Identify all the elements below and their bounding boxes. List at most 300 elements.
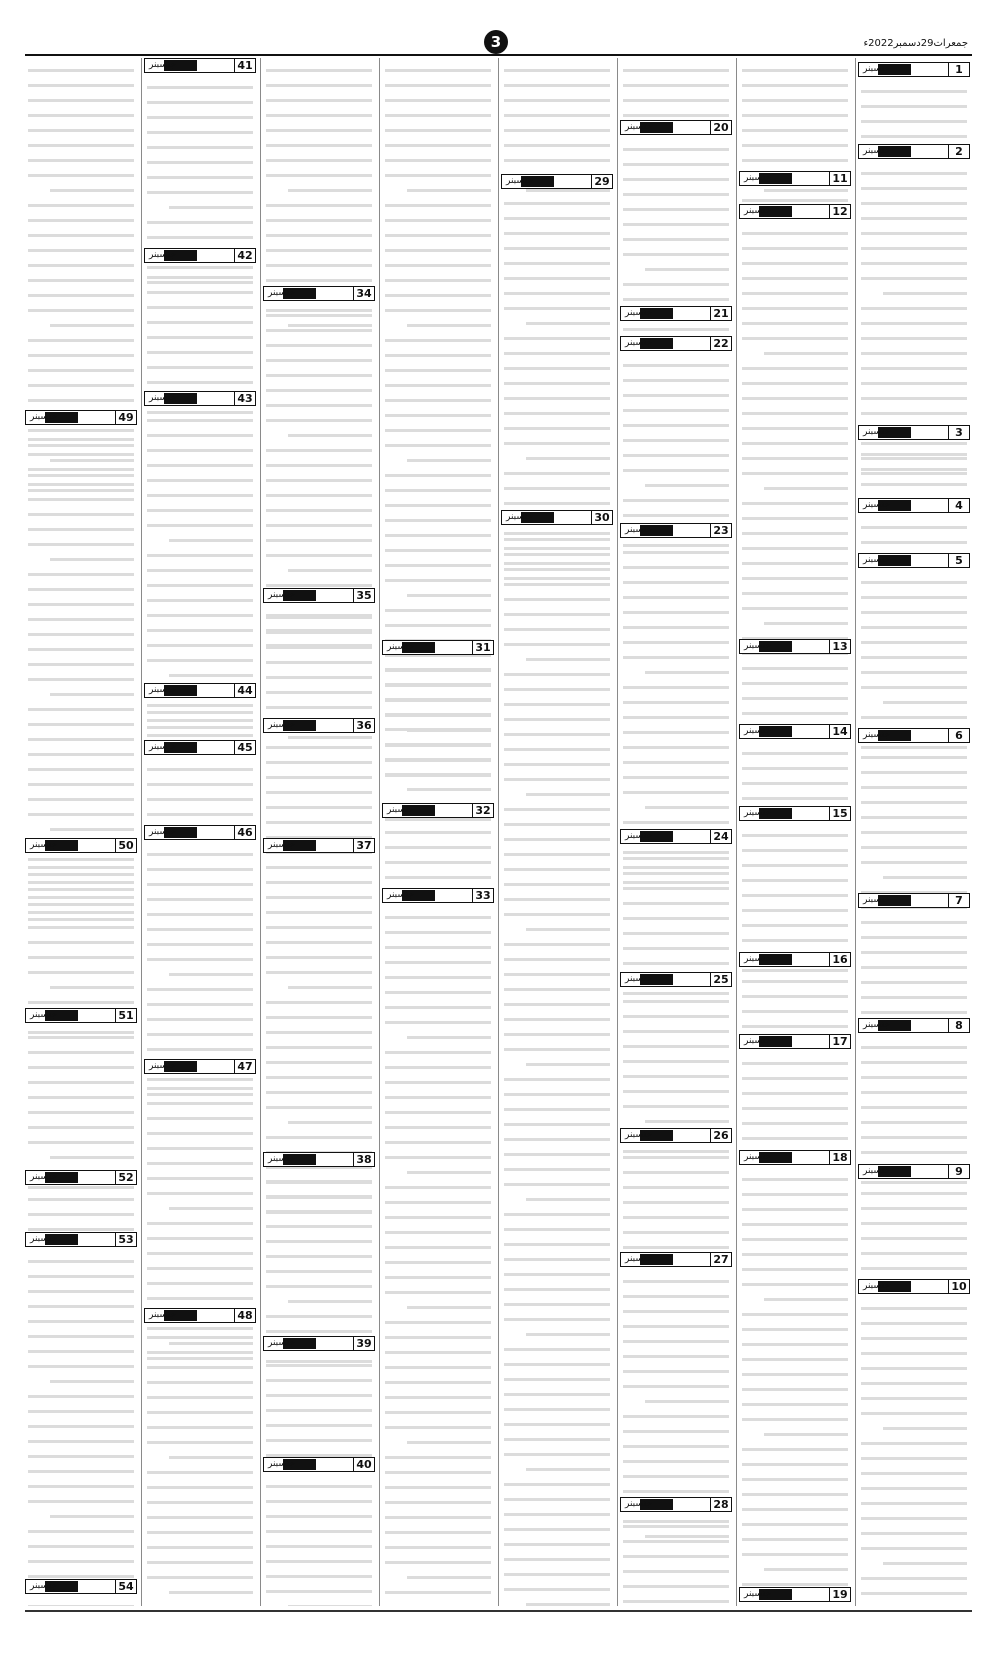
text-line [28, 75, 134, 87]
text-line [50, 819, 134, 831]
text-line [861, 617, 967, 629]
text-line [742, 1053, 848, 1065]
notice-heading [263, 588, 375, 603]
text-line [385, 1387, 491, 1399]
text-line [861, 193, 967, 205]
text-line [28, 1596, 134, 1606]
text-line [385, 300, 491, 312]
text-line [861, 1198, 967, 1210]
text-line [266, 962, 372, 974]
text-line [266, 305, 372, 317]
text-line [742, 1364, 848, 1376]
notice-label: جتسبنر [268, 1338, 295, 1348]
column-divider [260, 58, 261, 1606]
text-line [147, 1228, 253, 1240]
notice-label: جتسبنر [30, 1234, 57, 1244]
text-line [742, 403, 848, 415]
article-text [147, 759, 253, 834]
notice-number: 20 [710, 121, 731, 134]
text-line [147, 1093, 253, 1105]
text-line [266, 225, 372, 237]
text-line [504, 1144, 610, 1156]
text-line [266, 320, 372, 332]
text-line [883, 867, 967, 879]
text-line [742, 298, 848, 310]
text-line [623, 737, 729, 749]
notice-label: جتسبنر [30, 840, 57, 850]
text-line [266, 667, 372, 679]
text-line [28, 1326, 134, 1338]
text-line [504, 193, 610, 205]
article-text [385, 659, 491, 824]
text-line [50, 315, 134, 327]
text-line [147, 1342, 253, 1354]
text-line [623, 90, 729, 102]
text-line [266, 1506, 372, 1518]
text-line [147, 889, 253, 901]
notice-label: جتسبنر [268, 590, 295, 600]
text-line [50, 549, 134, 561]
text-line [147, 425, 253, 437]
article-text [266, 1476, 372, 1606]
text-line [623, 105, 729, 117]
text-line [861, 328, 967, 340]
text-line [266, 812, 372, 824]
text-line [407, 1027, 491, 1039]
text-line [861, 1142, 967, 1154]
text-line [147, 137, 253, 149]
text-line [742, 268, 848, 280]
text-line [266, 607, 372, 619]
notice-heading [858, 425, 970, 440]
text-line [861, 403, 967, 415]
text-line [147, 904, 253, 916]
article-text [623, 355, 729, 550]
text-line [28, 1356, 134, 1368]
text-line [28, 330, 134, 342]
text-line [861, 1523, 967, 1535]
text-line [742, 1184, 848, 1196]
text-line [28, 1551, 134, 1563]
notice-label: جتسبنر [149, 1061, 176, 1071]
text-line [742, 1113, 848, 1125]
text-line [526, 313, 610, 325]
text-line [623, 75, 729, 87]
text-line [883, 692, 967, 704]
notice-number: 18 [829, 1151, 850, 1164]
text-line [504, 1399, 610, 1411]
notice-heading [739, 1150, 851, 1165]
text-line [623, 1591, 729, 1603]
notice-heading [858, 1018, 970, 1033]
text-line [147, 759, 253, 771]
notice-number: 53 [115, 1233, 136, 1246]
text-line [385, 1447, 491, 1459]
text-line [623, 1316, 729, 1328]
text-line [861, 388, 967, 400]
notice-heading [739, 204, 851, 219]
text-line [504, 135, 610, 147]
text-line [147, 804, 253, 816]
text-line [623, 1036, 729, 1048]
notice-heading [144, 683, 256, 698]
text-line [407, 180, 491, 192]
text-line [504, 1414, 610, 1426]
text-line [504, 994, 610, 1006]
text-line [623, 229, 729, 241]
text-line [861, 647, 967, 659]
column-4 [501, 58, 613, 1606]
column-divider [141, 58, 142, 1606]
text-line [861, 852, 967, 864]
notice-heading [25, 1170, 137, 1185]
text-line [623, 1516, 729, 1528]
text-line [147, 979, 253, 991]
text-line [504, 238, 610, 250]
notice-heading [263, 838, 375, 853]
text-line [742, 150, 848, 162]
text-line [266, 1007, 372, 1019]
text-line [385, 1372, 491, 1384]
page-number-badge: 3 [484, 30, 508, 54]
text-line [385, 1102, 491, 1114]
notice-label: جتسبنر [744, 173, 771, 183]
notice-label: جتسبنر [149, 393, 176, 403]
text-line [28, 699, 134, 711]
text-line [266, 932, 372, 944]
text-line [147, 372, 253, 384]
text-line [147, 774, 253, 786]
text-line [28, 1341, 134, 1353]
notice-heading [858, 893, 970, 908]
text-line [266, 1216, 372, 1228]
text-line [504, 664, 610, 676]
text-line [504, 1294, 610, 1306]
notice-label: جتسبنر [744, 954, 771, 964]
article-text [28, 1027, 134, 1192]
text-line [28, 504, 134, 516]
text-line [385, 330, 491, 342]
text-line [28, 902, 134, 914]
text-line [861, 96, 967, 108]
text-line [861, 677, 967, 689]
text-line [147, 1462, 253, 1474]
text-line [385, 1267, 491, 1279]
text-line [147, 440, 253, 452]
text-line [861, 807, 967, 819]
column-5 [382, 58, 494, 1606]
text-line [385, 495, 491, 507]
text-line [266, 1037, 372, 1049]
text-line [742, 971, 848, 983]
text-line [266, 797, 372, 809]
article-text [504, 529, 610, 1606]
notice-number: 48 [234, 1309, 255, 1322]
text-line [504, 1384, 610, 1396]
notice-heading [263, 1336, 375, 1351]
text-line [623, 1066, 729, 1078]
text-line [742, 120, 848, 132]
text-line [28, 270, 134, 282]
notice-label: جتسبنر [863, 1281, 890, 1291]
article-text [623, 139, 729, 334]
text-line [28, 1219, 134, 1231]
text-line [623, 445, 729, 457]
text-line [504, 619, 610, 631]
text-line [28, 669, 134, 681]
text-line [147, 1039, 253, 1051]
text-line [147, 1183, 253, 1195]
text-line [147, 1567, 253, 1579]
text-line [385, 952, 491, 964]
notice-number: 33 [472, 889, 493, 902]
text-line [266, 410, 372, 422]
text-line [526, 1054, 610, 1066]
text-line [266, 782, 372, 794]
text-line [385, 852, 491, 864]
text-line [385, 1132, 491, 1144]
text-line [385, 1312, 491, 1324]
notice-number: 10 [948, 1280, 969, 1293]
text-line [861, 1328, 967, 1340]
text-line [504, 150, 610, 162]
notice-number: 36 [353, 719, 374, 732]
text-line [385, 997, 491, 1009]
text-line [28, 444, 134, 456]
text-line [28, 609, 134, 621]
article-text [147, 1327, 253, 1606]
text-line [385, 1342, 491, 1354]
text-line [266, 682, 372, 694]
text-line [504, 1204, 610, 1216]
notice-label: جتسبنر [387, 890, 414, 900]
text-line [385, 689, 491, 701]
text-line [385, 360, 491, 372]
text-line [623, 139, 729, 151]
text-line [169, 530, 253, 542]
text-line [147, 312, 253, 324]
text-line [504, 105, 610, 117]
text-line [147, 1108, 253, 1120]
notice-label: جتسبنر [744, 1589, 771, 1599]
notice-number: 29 [591, 175, 612, 188]
text-line [266, 455, 372, 467]
text-line [742, 568, 848, 580]
text-line [28, 1416, 134, 1428]
text-line [147, 789, 253, 801]
text-line [742, 223, 848, 235]
notice-label: جتسبنر [30, 1581, 57, 1591]
text-line [504, 574, 610, 586]
text-line [385, 982, 491, 994]
text-line [266, 1171, 372, 1183]
notice-number: 1 [948, 63, 969, 76]
text-line [742, 1499, 848, 1511]
text-line [504, 739, 610, 751]
notice-number: 17 [829, 1035, 850, 1048]
text-line [28, 135, 134, 147]
text-line [504, 493, 610, 505]
text-line [266, 1521, 372, 1533]
text-line [861, 313, 967, 325]
text-line [266, 270, 372, 282]
notice-heading [620, 1252, 732, 1267]
text-line [623, 1006, 729, 1018]
text-line [266, 1097, 372, 1109]
text-line [147, 545, 253, 557]
notice-heading [382, 640, 494, 655]
text-line [288, 1291, 372, 1303]
text-line [385, 1222, 491, 1234]
text-line [28, 887, 134, 899]
text-line [28, 639, 134, 651]
text-line [28, 594, 134, 606]
text-line [385, 480, 491, 492]
text-line [861, 602, 967, 614]
text-line [266, 1430, 372, 1442]
text-line [623, 385, 729, 397]
text-line [861, 1037, 967, 1049]
text-line [861, 837, 967, 849]
text-line [623, 1576, 729, 1588]
text-line [385, 375, 491, 387]
text-line [266, 1355, 372, 1367]
article-text [861, 444, 967, 504]
text-line [385, 837, 491, 849]
text-line [385, 525, 491, 537]
text-line [28, 210, 134, 222]
text-line [504, 120, 610, 132]
notice-heading [263, 1457, 375, 1472]
text-line [623, 490, 729, 502]
text-line [623, 184, 729, 196]
text-line [504, 1534, 610, 1546]
text-line [147, 1153, 253, 1165]
text-line [623, 1222, 729, 1234]
text-line [147, 92, 253, 104]
text-line [266, 902, 372, 914]
text-line [266, 767, 372, 779]
text-line [266, 1491, 372, 1503]
text-line [288, 1596, 372, 1606]
text-line [407, 450, 491, 462]
text-line [266, 210, 372, 222]
notice-heading [620, 1128, 732, 1143]
text-line [266, 1385, 372, 1397]
text-line [266, 105, 372, 117]
text-line [623, 1481, 729, 1493]
text-line [169, 665, 253, 677]
text-line [504, 388, 610, 400]
text-line [50, 180, 134, 192]
header-rule [25, 54, 972, 56]
notice-label: جتسبنر [268, 1459, 295, 1469]
text-line [883, 283, 967, 295]
text-line [504, 1174, 610, 1186]
text-line [385, 1117, 491, 1129]
text-line [504, 75, 610, 87]
text-line [742, 1574, 848, 1586]
text-line [28, 225, 134, 237]
notice-heading [858, 1279, 970, 1294]
text-line [623, 908, 729, 920]
text-line [742, 1083, 848, 1095]
text-line [385, 225, 491, 237]
text-line [147, 1387, 253, 1399]
text-line [526, 1594, 610, 1606]
text-line [504, 589, 610, 601]
text-line [742, 1016, 848, 1028]
notice-number: 38 [353, 1153, 374, 1166]
text-line [385, 120, 491, 132]
text-line [645, 797, 729, 809]
text-line [28, 375, 134, 387]
text-line [504, 1504, 610, 1516]
text-line [861, 942, 967, 954]
text-line [742, 1304, 848, 1316]
text-line [504, 1129, 610, 1141]
text-line [28, 1386, 134, 1398]
text-line [385, 255, 491, 267]
text-line [147, 1078, 253, 1090]
text-line [861, 747, 967, 759]
text-line [623, 1466, 729, 1478]
text-line [623, 812, 729, 824]
article-text [623, 1147, 729, 1267]
notice-heading [25, 410, 137, 425]
text-line [147, 1288, 253, 1300]
text-line [742, 1169, 848, 1181]
text-line [861, 1463, 967, 1475]
text-line [147, 282, 253, 294]
text-line [385, 1147, 491, 1159]
text-line [385, 1357, 491, 1369]
article-text [742, 223, 848, 733]
text-line [623, 1271, 729, 1283]
text-line [147, 470, 253, 482]
text-line [504, 283, 610, 295]
text-line [147, 650, 253, 662]
text-line [742, 1379, 848, 1391]
text-line [407, 1297, 491, 1309]
text-line [504, 433, 610, 445]
text-line [266, 1476, 372, 1488]
notice-heading [739, 1587, 851, 1602]
notice-label: جتسبنر [863, 500, 890, 510]
text-line [623, 991, 729, 1003]
notice-heading [263, 1152, 375, 1167]
text-line [50, 1506, 134, 1518]
text-line [147, 515, 253, 527]
notice-label: جتسبنر [625, 831, 652, 841]
text-line [742, 688, 848, 700]
text-line [742, 1244, 848, 1256]
text-line [28, 872, 134, 884]
text-line [147, 1258, 253, 1270]
text-line [861, 762, 967, 774]
text-line [147, 1402, 253, 1414]
text-line [147, 1243, 253, 1255]
text-line [147, 107, 253, 119]
text-line [147, 1168, 253, 1180]
text-line [742, 1199, 848, 1211]
text-line [742, 553, 848, 565]
text-line [266, 530, 372, 542]
text-line [266, 1445, 372, 1457]
notice-label: جتسبنر [506, 512, 533, 522]
text-line [266, 470, 372, 482]
text-line [266, 697, 372, 709]
